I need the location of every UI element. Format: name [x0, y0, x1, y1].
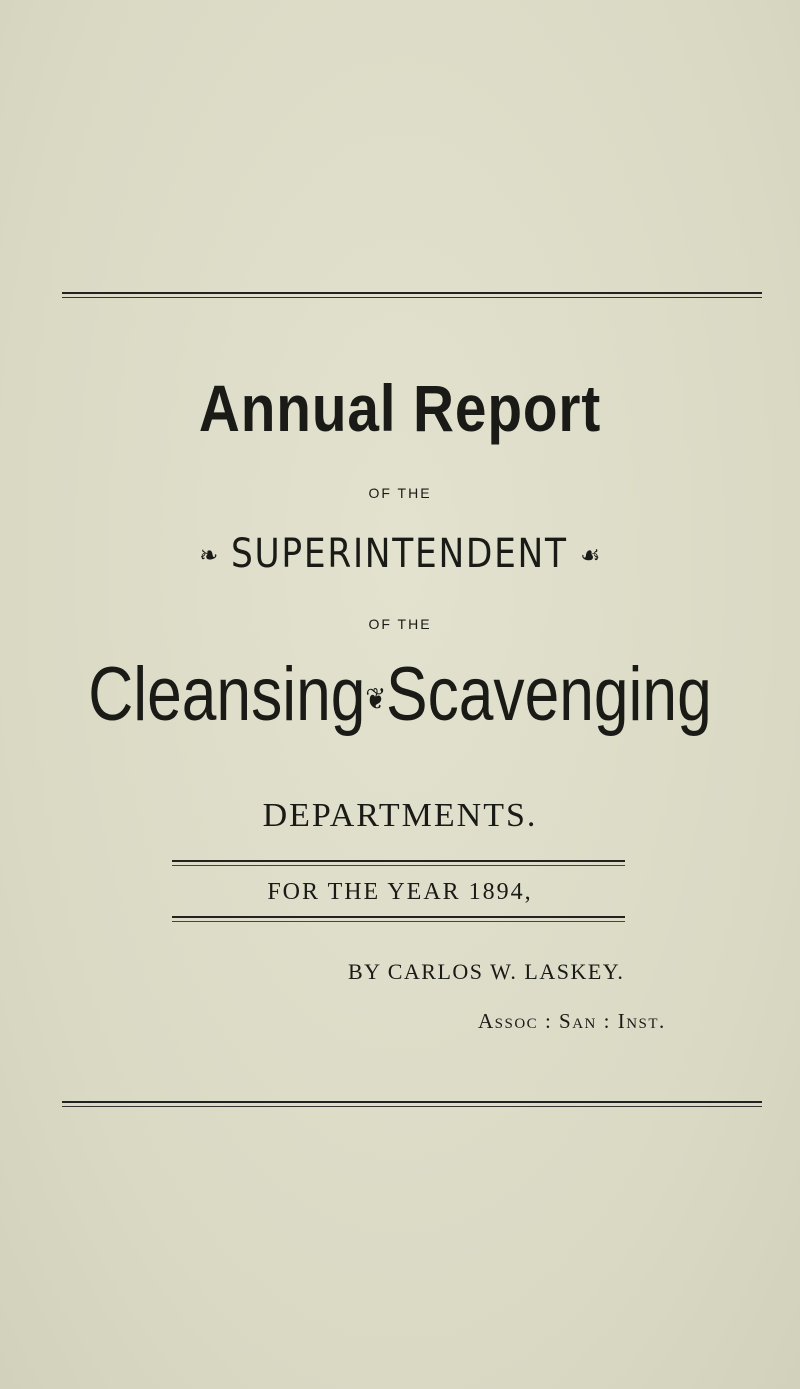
fleuron-left-icon: ❧	[199, 541, 219, 571]
year-rule-top	[172, 860, 625, 866]
superintendent-heading	[56, 529, 744, 581]
author-line: BY CARLOS W. LASKEY.	[348, 959, 625, 984]
of-the-label: OF THE	[368, 485, 432, 501]
top-rule	[62, 292, 762, 298]
fleuron-right-icon: ☙	[580, 541, 601, 571]
of-the-label-2: OF THE	[368, 616, 432, 632]
bottom-rule	[62, 1101, 762, 1107]
department-names-heading	[72, 645, 728, 750]
report-title: Annual Report	[198, 371, 602, 445]
cleansing-text: Cleansing	[88, 652, 366, 737]
year-line: FOR THE YEAR 1894,	[267, 879, 533, 905]
superintendent-text: SUPERINTENDENT	[230, 531, 568, 577]
fleuron-middle-icon: ❦	[365, 682, 387, 716]
departments-word: DEPARTMENTS.	[262, 797, 538, 834]
year-rule-bottom	[172, 916, 625, 922]
scavenging-text: Scavenging	[386, 652, 712, 737]
author-credentials: Assoc : San : Inst.	[478, 1009, 666, 1033]
